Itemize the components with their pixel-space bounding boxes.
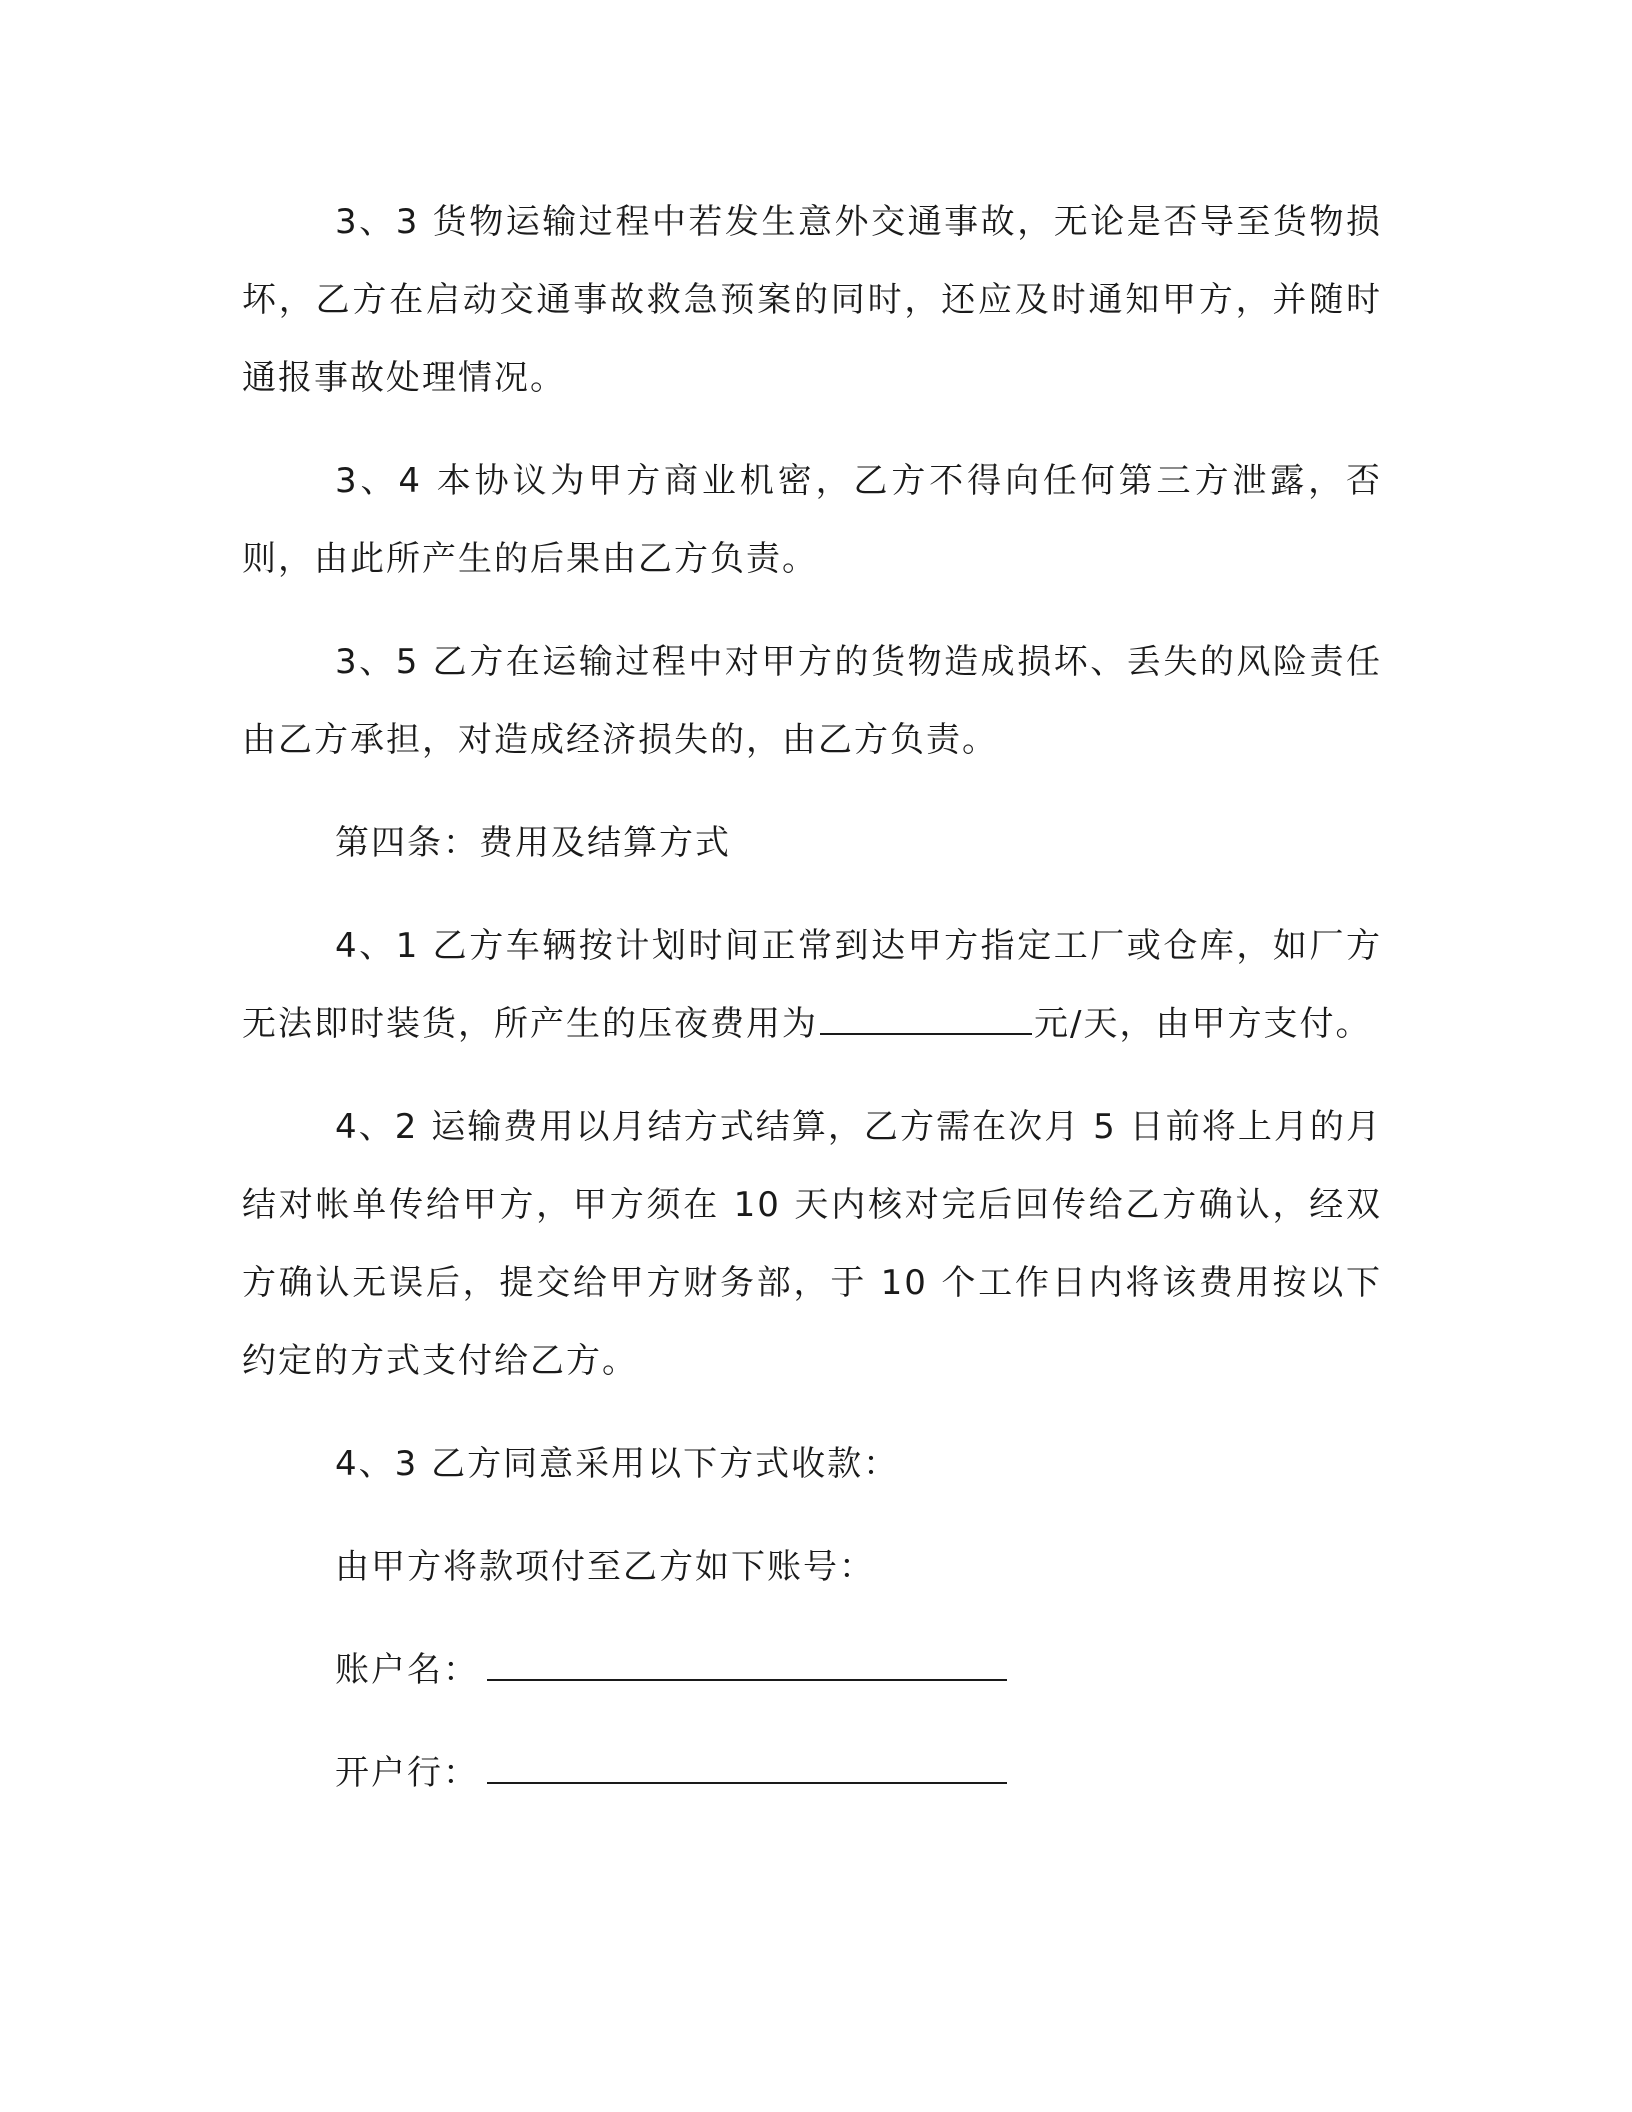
clause-3-5: 3、5 乙方在运输过程中对甲方的货物造成损坏、丢失的风险责任由乙方承担，对造成经济损失的，由乙方负责。 <box>242 642 1382 760</box>
clause-4-1-after: 元/天，由甲方支付。 <box>1034 1004 1372 1044</box>
overnight-fee-blank <box>820 1003 1032 1035</box>
bank-label: 开户行： <box>335 1753 479 1793</box>
clause-3-4: 3、4 本协议为甲方商业机密，乙方不得向任何第三方泄露，否则，由此所产生的后果由乙方负责。 <box>242 461 1382 579</box>
article-4-heading: 第四条：费用及结算方式 <box>335 823 731 863</box>
document-body <box>242 183 1382 1812</box>
clause-4-3: 4、3 乙方同意采用以下方式收款： <box>335 1444 900 1484</box>
payment-intro: 由甲方将款项付至乙方如下账号： <box>335 1547 875 1587</box>
clause-4-1-before: 4、1 乙方车辆按计划时间正常到达甲方指定工厂或仓库，如厂方无法即时装货，所产生的压夜费用为 <box>242 926 1382 1044</box>
clause-3-3: 3、3 货物运输过程中若发生意外交通事故，无论是否导至货物损坏，乙方在启动交通事故救急预案的同时，还应及时通知甲方，并随时通报事故处理情况。 <box>242 202 1382 398</box>
bank-line <box>242 1734 1382 1812</box>
account-name-line <box>242 1631 1382 1709</box>
clause-4-2: 4、2 运输费用以月结方式结算，乙方需在次月 5 日前将上月的月结对帐单传给甲方，甲方须在 10 天内核对完后回传给乙方确认，经双方确认无误后，提交给甲方财务部，于 10 个工作日内将该费用按以下约定的方式支付给乙方。 <box>242 1107 1382 1381</box>
account-name-blank <box>487 1645 1007 1681</box>
account-name-label: 账户名： <box>335 1650 479 1690</box>
clause-4-1 <box>242 907 1382 1063</box>
bank-blank <box>487 1748 1007 1784</box>
